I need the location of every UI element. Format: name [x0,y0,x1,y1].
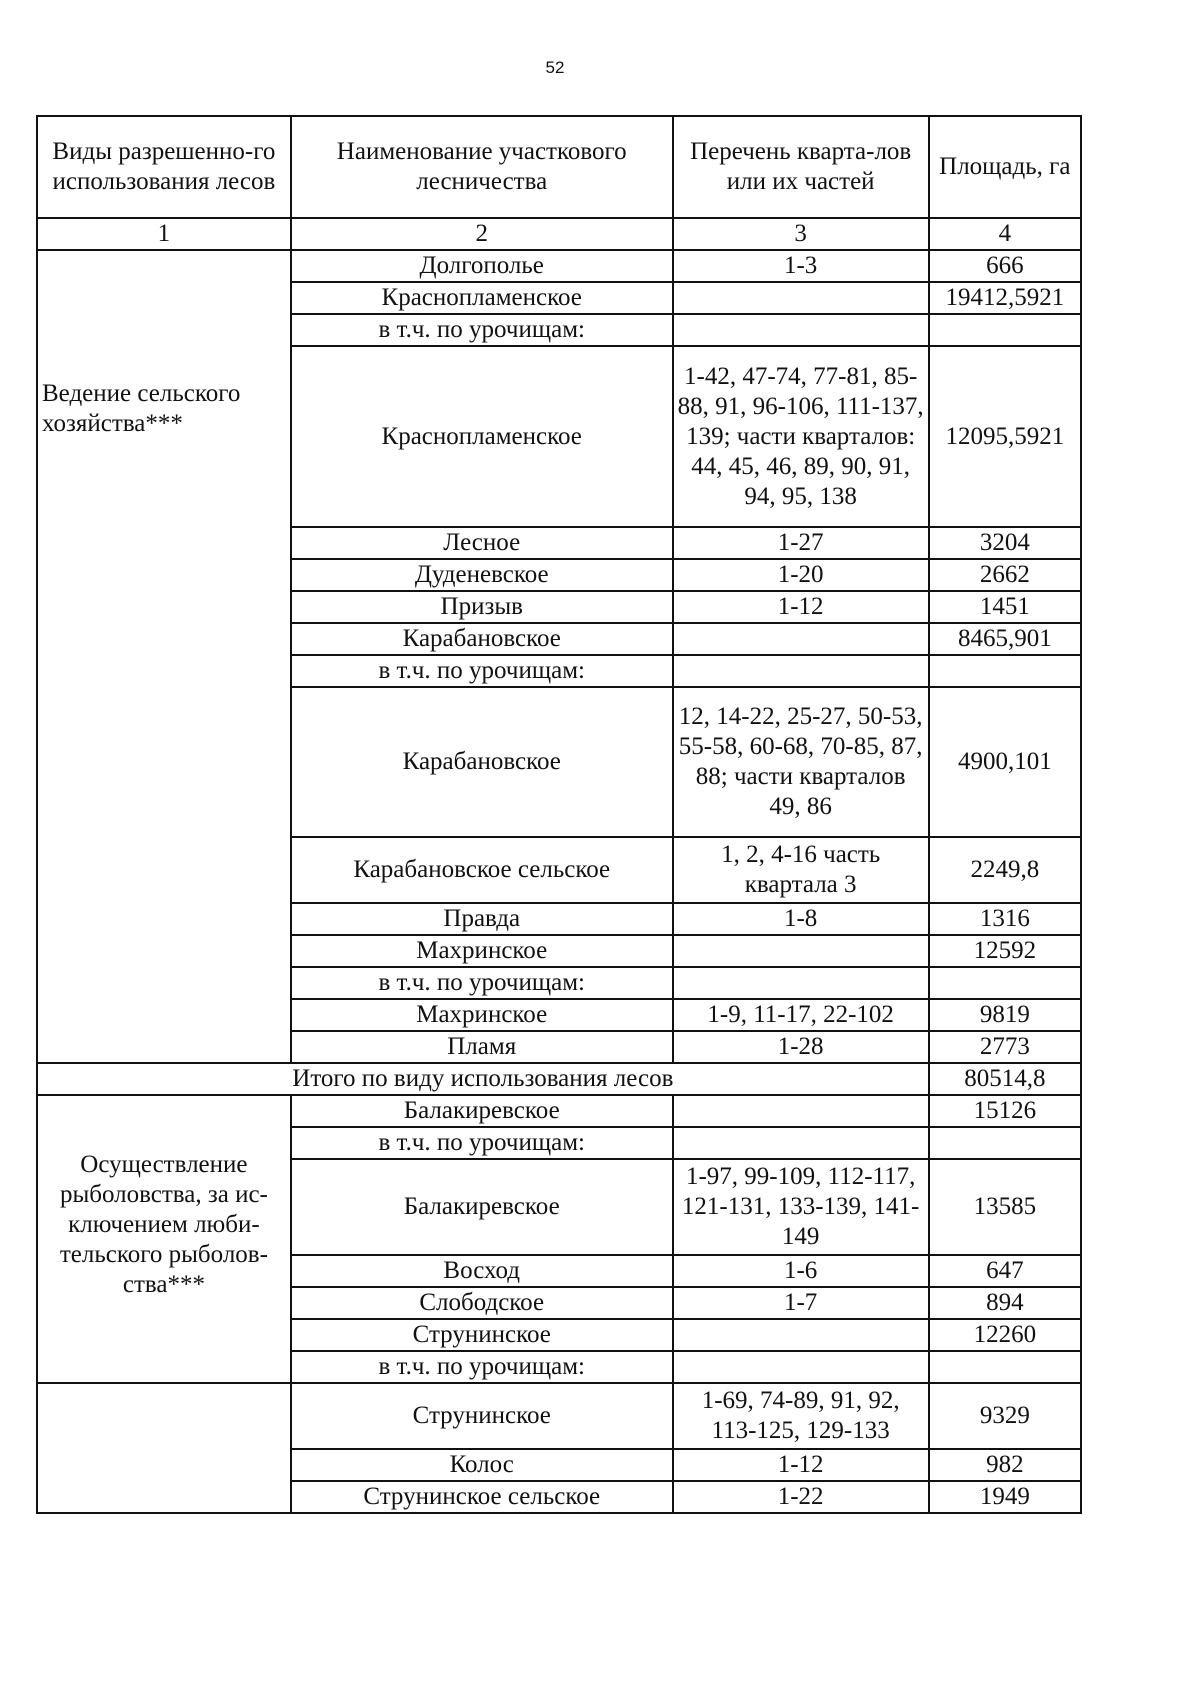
total-area: 80514,8 [929,1063,1081,1095]
quarters: 1-8 [673,903,929,935]
quarters [673,655,929,687]
quarters [673,1095,929,1127]
quarters [673,623,929,655]
area: 647 [929,1255,1081,1287]
forestry-name: Восход [291,1255,673,1287]
column-number: 4 [929,218,1081,250]
area: 1949 [929,1481,1081,1513]
area: 9329 [929,1383,1081,1449]
use-category-cell [37,1095,291,1383]
land-use-table [36,115,1082,1514]
forestry-name: Колос [291,1449,673,1481]
forestry-name: в т.ч. по урочищам: [291,967,673,999]
area [929,1127,1081,1159]
column-number: 3 [673,218,929,250]
quarters: 1-42, 47-74, 77-81, 85-88, 91, 96-106, 111-137, 139; части кварталов: 44, 45, 46, 89, 90, 91, 94, 95, 138 [673,346,929,527]
quarters: 1-20 [673,559,929,591]
forestry-name: Пламя [291,1031,673,1063]
area: 1451 [929,591,1081,623]
quarters [673,1319,929,1351]
use-category: Ведение сельского хозяйства*** [42,379,241,437]
area: 3204 [929,527,1081,559]
quarters [673,967,929,999]
area: 9819 [929,999,1081,1031]
header-cell: Площадь, га [929,116,1081,218]
quarters: 1-3 [673,250,929,282]
quarters: 1-28 [673,1031,929,1063]
table-row [37,1095,1081,1127]
forestry-name: Карабановское [291,687,673,837]
forestry-name: в т.ч. по урочищам: [291,655,673,687]
forestry-name: Карабановское [291,623,673,655]
column-number: 1 [37,218,291,250]
quarters [673,1127,929,1159]
column-number: 2 [291,218,673,250]
forestry-name: Махринское [291,935,673,967]
forestry-name: Струнинское [291,1319,673,1351]
forestry-name: Слободское [291,1287,673,1319]
quarters: 1-7 [673,1287,929,1319]
quarters: 1-12 [673,1449,929,1481]
quarters [673,935,929,967]
area [929,1351,1081,1383]
table-header-row [37,116,1081,218]
quarters: 1-9, 11-17, 22-102 [673,999,929,1031]
use-category: Осуществление рыболовства, за ис-ключением люби-тельского рыболов-ства*** [59,1151,268,1298]
area: 2662 [929,559,1081,591]
area: 8465,901 [929,623,1081,655]
area [929,655,1081,687]
total-label: Итого по виду использования лесов [37,1063,929,1095]
forestry-name: Махринское [291,999,673,1031]
area: 2249,8 [929,837,1081,903]
quarters: 1-22 [673,1481,929,1513]
forestry-name: Призыв [291,591,673,623]
area: 12095,5921 [929,346,1081,527]
use-category-cell [37,250,291,1063]
forestry-name: Лесное [291,527,673,559]
forestry-name: Дуденевское [291,559,673,591]
column-number-row [37,218,1081,250]
forestry-name: в т.ч. по урочищам: [291,1127,673,1159]
area: 13585 [929,1159,1081,1255]
quarters [673,314,929,346]
quarters: 1, 2, 4-16 часть квартала 3 [673,837,929,903]
quarters: 1-97, 99-109, 112-117, 121-131, 133-139, 141-149 [673,1159,929,1255]
forestry-name: Струнинское сельское [291,1481,673,1513]
forestry-name: в т.ч. по урочищам: [291,1351,673,1383]
page-number: 52 [545,58,565,77]
table-row [37,250,1081,282]
area [929,314,1081,346]
quarters: 1-12 [673,591,929,623]
header-cell: Наименование участкового лесничества [291,116,673,218]
forestry-name: Струнинское [291,1383,673,1449]
area: 15126 [929,1095,1081,1127]
forestry-name: Балакиревское [291,1159,673,1255]
area: 2773 [929,1031,1081,1063]
area: 12592 [929,935,1081,967]
area: 19412,5921 [929,282,1081,314]
area: 894 [929,1287,1081,1319]
area: 1316 [929,903,1081,935]
header-cell: Виды разрешенно-го использования лесов [37,116,291,218]
quarters: 12, 14-22, 25-27, 50-53, 55-58, 60-68, 70-85, 87, 88; части кварталов 49, 86 [673,687,929,837]
forestry-name: Краснопламенское [291,346,673,527]
forestry-name: Правда [291,903,673,935]
area [929,967,1081,999]
area: 12260 [929,1319,1081,1351]
forestry-name: Краснопламенское [291,282,673,314]
total-row [37,1063,1081,1095]
area: 666 [929,250,1081,282]
quarters: 1-27 [673,527,929,559]
area: 4900,101 [929,687,1081,837]
forestry-name: Карабановское сельское [291,837,673,903]
table-row [37,1383,1081,1449]
forestry-name: в т.ч. по урочищам: [291,314,673,346]
header-cell: Перечень кварта-лов или их частей [673,116,929,218]
quarters [673,282,929,314]
quarters: 1-6 [673,1255,929,1287]
quarters: 1-69, 74-89, 91, 92, 113-125, 129-133 [673,1383,929,1449]
area: 982 [929,1449,1081,1481]
use-category-cell-empty [37,1383,291,1513]
forestry-name: Балакиревское [291,1095,673,1127]
forestry-name: Долгополье [291,250,673,282]
quarters [673,1351,929,1383]
